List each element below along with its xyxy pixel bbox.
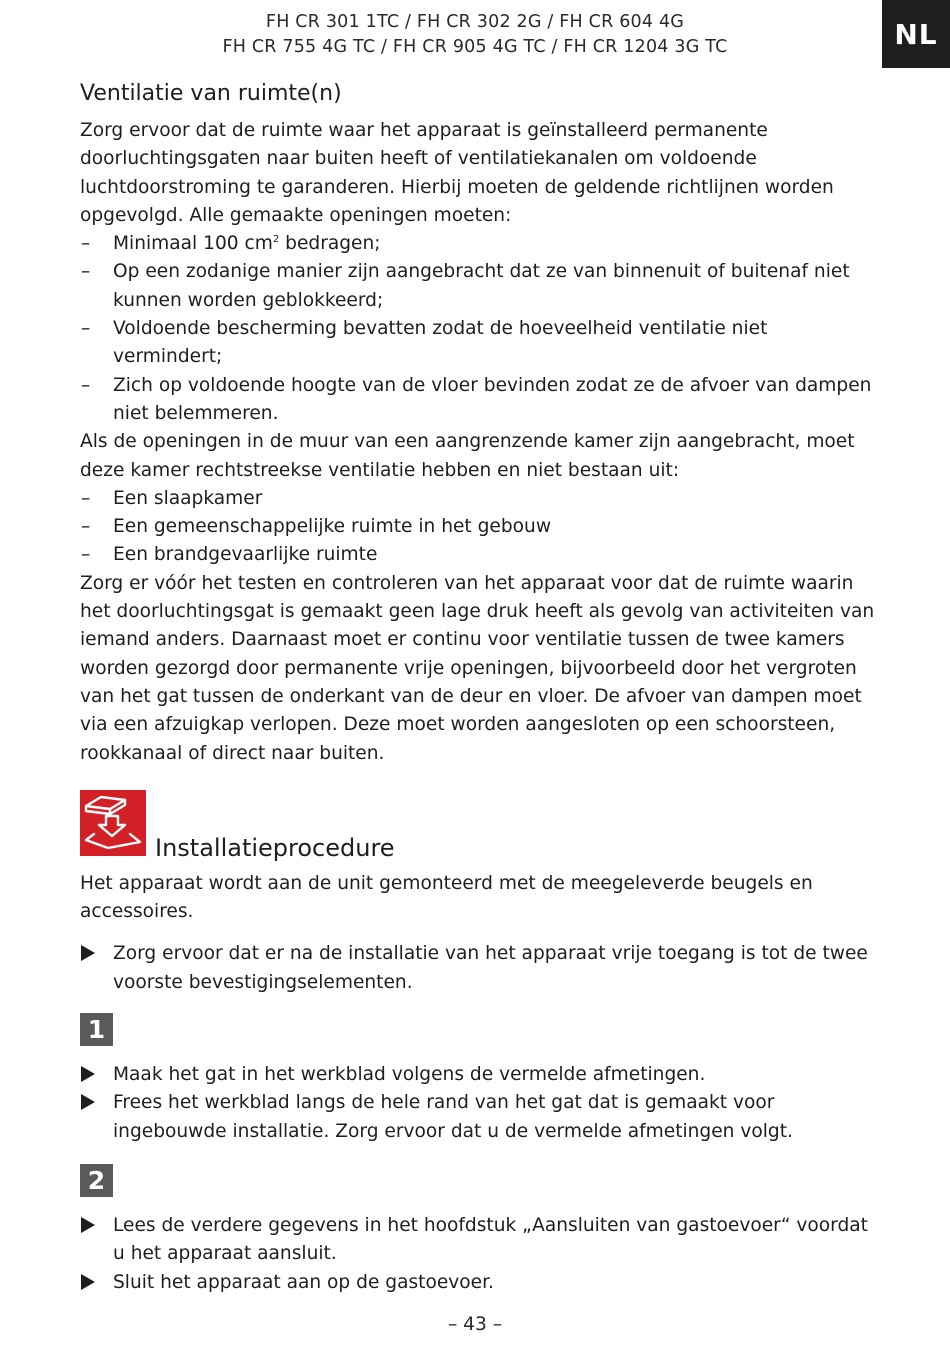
step-2-badge: 2 (80, 1164, 113, 1197)
installation-section-header (80, 790, 875, 862)
list-item (80, 1269, 875, 1297)
list-item: – Een gemeenschappelijke ruimte in het gebouw (81, 516, 552, 538)
model-list (0, 10, 950, 60)
model-list-line-1: FH CR 301 1TC / FH CR 302 2G / FH CR 604 4G (265, 12, 685, 32)
requirement-1: Minimaal 100 $cm^2$ bedragen; (113, 233, 381, 255)
ventilation-heading: Ventilatie van ruimte(n) (80, 81, 342, 106)
list-item: – Voldoende bescherming bevatten zodat de hoeveelheid ventilatie niet vermindert; (81, 318, 768, 368)
page-number: – 43 – (447, 1314, 503, 1335)
step-2-instruction-a: Lees de verdere gegevens in het hoofdstuk „Aansluiten van gastoevoer“ voordat u het apparaat aansluit. (113, 1214, 868, 1265)
list-item: – Op een zodanige manier zijn aangebracht dat ze van binnenuit of buitenaf niet kunnen worden geblokkeerd; (81, 261, 850, 311)
installation-box-icon (80, 790, 146, 856)
arrow-bullet-icon (81, 1066, 95, 1082)
room-exclusion-1: Een slaapkamer (113, 487, 263, 509)
step-1-instruction-b: Frees het werkblad langs de hele rand van het gat dat is gemaakt voor ingebouwde installatie. Zorg ervoor dat u de vermelde afmetingen volgt. (113, 1092, 793, 1142)
arrow-bullet-icon (81, 1274, 95, 1290)
installation-heading: Installatieprocedure (155, 833, 395, 862)
room-exclusion-2: Een gemeenschappelijke ruimte in het gebouw (113, 516, 552, 538)
requirement-2: Op een zodanige manier zijn aangebracht dat ze van binnenuit of buitenaf niet kunnen worden geblokkeerd; (113, 261, 850, 311)
ventilation-closing: Zorg er vóór het testen en controleren van het apparaat voor dat de ruimte waarin het doorluchtingsgat is gemaakt geen lage druk heeft als gevolg van activiteiten van iemand anders. Daarnaast moet er continu voor ventilatie tussen de twee kamers worden gezorgd door permanente vrije openingen, bijvoorbeeld door het vergroten van het gat tussen de onderkant van de deur en vloer. De afvoer van dampen moet via een afzuigkap verlopen. Deze moet worden aangesloten op een schoorsteen, rookkanaal of direct naar buiten. (80, 572, 875, 764)
step-1-instruction-a: Maak het gat in het werkblad volgens de vermelde afmetingen. (113, 1064, 706, 1086)
list-item (80, 1089, 875, 1146)
list-item: – Zich op voldoende hoogte van de vloer bevinden zodat ze de afvoer van dampen niet belemmeren. (81, 374, 872, 424)
requirement-3: Voldoende bescherming bevatten zodat de hoeveelheid ventilatie niet vermindert; (113, 318, 768, 368)
step-2-instruction-b: Sluit het apparaat aan op de gastoevoer. (113, 1271, 494, 1293)
list-item: – Een slaapkamer (81, 487, 263, 509)
list-item (80, 1061, 875, 1089)
list-item: – Minimaal 100 $cm^2$ bedragen; (81, 233, 381, 255)
arrow-bullet-icon (81, 945, 95, 961)
list-item: – Een brandgevaarlijke ruimte (81, 544, 378, 566)
installation-intro: Het apparaat wordt aan de unit gemonteerd met de meegeleverde beugels en accessoires. (80, 872, 813, 923)
adjacent-room-text: Als de openingen in de muur van een aangrenzende kamer zijn aangebracht, moet deze kamer rechtstreekse ventilatie hebben en niet bestaan uit: (80, 431, 855, 481)
requirement-4: Zich op voldoende hoogte van de vloer bevinden zodat ze de afvoer van dampen niet belemmeren. (113, 374, 872, 424)
page-content (80, 78, 875, 1297)
installation-note: Zorg ervoor dat er na de installatie van het apparaat vrije toegang is tot de twee voorste bevestigingselementen. (113, 943, 868, 993)
arrow-bullet-icon (81, 1094, 95, 1110)
list-item (80, 940, 875, 997)
model-list-line-2: FH CR 755 4G TC / FH CR 905 4G TC / FH CR 1204 3G TC (222, 37, 728, 57)
room-exclusion-3: Een brandgevaarlijke ruimte (113, 544, 378, 566)
language-tab: NL (882, 0, 950, 68)
list-item (80, 1212, 875, 1269)
ventilation-intro: Zorg ervoor dat de ruimte waar het apparaat is geïnstalleerd permanente doorluchtingsgaten naar buiten heeft of ventilatiekanalen om voldoende luchtdoorstroming te garanderen. Hierbij moeten de geldende richtlijnen worden opgevolgd. Alle gemaakte openingen moeten: (80, 120, 834, 226)
step-1-badge: 1 (80, 1013, 113, 1046)
arrow-bullet-icon (81, 1217, 95, 1233)
